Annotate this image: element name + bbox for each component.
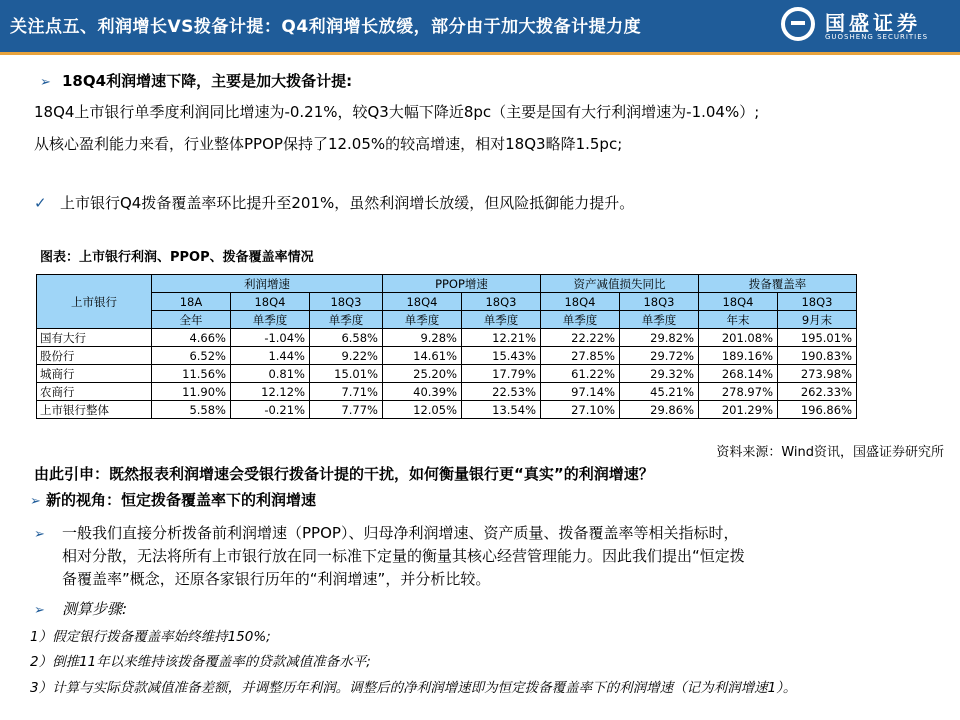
period-header: 9月末 bbox=[778, 311, 857, 329]
group-header: 拨备覆盖率 bbox=[699, 275, 857, 293]
table-cell: 201.08% bbox=[699, 329, 778, 347]
group-header: 利润增速 bbox=[152, 275, 383, 293]
column-header: 18Q3 bbox=[462, 293, 541, 311]
period-header: 单季度 bbox=[383, 311, 462, 329]
table-cell: 0.81% bbox=[231, 365, 310, 383]
table-cell: 6.52% bbox=[152, 347, 231, 365]
table-cell: 262.33% bbox=[778, 383, 857, 401]
table-cell: 13.54% bbox=[462, 401, 541, 419]
new-view-text: 新的视角：恒定拨备覆盖率下的利润增速 bbox=[46, 491, 317, 509]
step-3: 3）计算与实际贷款减值准备差额，并调整历年利润。调整后的净利润增速即为恒定拨备覆盖率下的利润增速（记为利润增速1）。 bbox=[30, 680, 797, 696]
row-label: 股份行 bbox=[37, 347, 152, 365]
table-cell: 15.43% bbox=[462, 347, 541, 365]
table-row bbox=[37, 347, 857, 365]
table-cell: 45.21% bbox=[620, 383, 699, 401]
column-header: 18Q4 bbox=[541, 293, 620, 311]
table-cell: 22.53% bbox=[462, 383, 541, 401]
row-label: 国有大行 bbox=[37, 329, 152, 347]
table-cell: 5.58% bbox=[152, 401, 231, 419]
table-cell: 1.44% bbox=[231, 347, 310, 365]
table-period-row bbox=[37, 311, 857, 329]
bullet-title: 18Q4利润增速下降，主要是加大拨备计提: bbox=[62, 72, 353, 90]
period-header: 单季度 bbox=[231, 311, 310, 329]
page-title: 关注点五、利润增长VS拨备计提：Q4利润增长放缓，部分由于加大拨备计提力度 bbox=[10, 17, 642, 37]
table-cell: 268.14% bbox=[699, 365, 778, 383]
table-row bbox=[37, 383, 857, 401]
period-header: 单季度 bbox=[462, 311, 541, 329]
table-cell: 14.61% bbox=[383, 347, 462, 365]
logo-icon bbox=[781, 7, 815, 41]
lead-question: 由此引申：既然报表利润增速会受银行拨备计提的干扰，如何衡量银行更“真实”的利润增速？ bbox=[34, 465, 654, 483]
steps-heading bbox=[34, 599, 127, 621]
table-row bbox=[37, 401, 857, 419]
table-cell: 29.86% bbox=[620, 401, 699, 419]
new-view-heading bbox=[30, 490, 316, 512]
table-cell: 29.72% bbox=[620, 347, 699, 365]
table-cell: 9.22% bbox=[310, 347, 383, 365]
table-cell: 22.22% bbox=[541, 329, 620, 347]
table-cell: 273.98% bbox=[778, 365, 857, 383]
bullet-item-profit-growth bbox=[40, 71, 352, 93]
step-2: 2）倒推11年以来维持该拨备覆盖率的贷款减值准备水平; bbox=[30, 654, 371, 670]
table-caption: 图表：上市银行利润、PPOP、拨备覆盖率情况 bbox=[40, 250, 314, 265]
table-cell: -0.21% bbox=[231, 401, 310, 419]
table-cell: 278.97% bbox=[699, 383, 778, 401]
table-cell: 196.86% bbox=[778, 401, 857, 419]
period-header: 年末 bbox=[699, 311, 778, 329]
ppop-detail: 从核心盈利能力来看，行业整体PPOP保持了12.05%的较高增速，相对18Q3略降1.5pc; bbox=[34, 135, 623, 153]
table-cell: 195.01% bbox=[778, 329, 857, 347]
column-header: 18Q4 bbox=[383, 293, 462, 311]
period-header: 单季度 bbox=[310, 311, 383, 329]
column-header: 18Q3 bbox=[620, 293, 699, 311]
check-item-text: 上市银行Q4拨备覆盖率环比提升至201%，虽然利润增长放缓，但风险抵御能力提升。 bbox=[60, 194, 635, 212]
row-label: 上市银行整体 bbox=[37, 401, 152, 419]
table-cell: 61.22% bbox=[541, 365, 620, 383]
group-header: PPOP增速 bbox=[383, 275, 541, 293]
method-para-line-2: 相对分散，无法将所有上市银行放在同一标准下定量的衡量其核心经营管理能力。因此我们提出“恒定拨 bbox=[62, 547, 745, 565]
table-cell: 11.56% bbox=[152, 365, 231, 383]
table-cell: 15.01% bbox=[310, 365, 383, 383]
column-header: 18Q4 bbox=[699, 293, 778, 311]
table-cell: 189.16% bbox=[699, 347, 778, 365]
table-cell: 25.20% bbox=[383, 365, 462, 383]
table-cell: 4.66% bbox=[152, 329, 231, 347]
table-cell: 190.83% bbox=[778, 347, 857, 365]
title-bar bbox=[0, 0, 960, 52]
table-row bbox=[37, 365, 857, 383]
step-1: 1）假定银行拨备覆盖率始终维持150%; bbox=[30, 629, 271, 645]
arrow-bullet-icon: ➢ bbox=[34, 527, 45, 542]
arrow-bullet-icon: ➢ bbox=[30, 494, 41, 509]
method-para-line-1 bbox=[34, 523, 738, 545]
para-text: 一般我们直接分析拨备前利润增速（PPOP）、归母净利润增速、资产质量、拨备覆盖率等相关指标时， bbox=[62, 524, 739, 542]
column-header: 18A bbox=[152, 293, 231, 311]
table-header-row bbox=[37, 275, 857, 293]
company-logo bbox=[775, 3, 950, 47]
table-cell: 12.05% bbox=[383, 401, 462, 419]
period-header: 单季度 bbox=[541, 311, 620, 329]
table-subheader-row bbox=[37, 293, 857, 311]
arrow-bullet-icon: ➢ bbox=[40, 75, 51, 90]
group-header: 资产减值损失同比 bbox=[541, 275, 699, 293]
corner-header: 上市银行 bbox=[37, 275, 152, 329]
profit-growth-detail: 18Q4上市银行单季度利润同比增速为-0.21%，较Q3大幅下降近8pc（主要是国有大行利润增速为-1.04%）; bbox=[34, 103, 760, 121]
data-source-note: 资料来源：Wind资讯，国盛证券研究所 bbox=[716, 445, 944, 460]
table-cell: 97.14% bbox=[541, 383, 620, 401]
arrow-bullet-icon: ➢ bbox=[34, 603, 45, 618]
table-cell: 7.77% bbox=[310, 401, 383, 419]
table-cell: 27.85% bbox=[541, 347, 620, 365]
table-cell: 12.21% bbox=[462, 329, 541, 347]
header-divider bbox=[0, 52, 960, 55]
table-cell: 40.39% bbox=[383, 383, 462, 401]
bank-metrics-table bbox=[36, 274, 857, 419]
table-cell: 17.79% bbox=[462, 365, 541, 383]
table-cell: 9.28% bbox=[383, 329, 462, 347]
table-cell: 12.12% bbox=[231, 383, 310, 401]
method-para-line-3: 备覆盖率”概念，还原各家银行历年的“利润增速”，并分析比较。 bbox=[62, 570, 491, 588]
steps-title: 测算步骤: bbox=[62, 600, 128, 618]
table-cell: 7.71% bbox=[310, 383, 383, 401]
table-cell: 29.32% bbox=[620, 365, 699, 383]
table-cell: 27.10% bbox=[541, 401, 620, 419]
column-header: 18Q3 bbox=[778, 293, 857, 311]
logo-english-name: GUOSHENG SECURITIES bbox=[825, 33, 929, 41]
check-item-coverage bbox=[34, 193, 634, 213]
table-cell: 6.58% bbox=[310, 329, 383, 347]
table-cell: 29.82% bbox=[620, 329, 699, 347]
period-header: 单季度 bbox=[620, 311, 699, 329]
table-cell: 201.29% bbox=[699, 401, 778, 419]
row-label: 农商行 bbox=[37, 383, 152, 401]
table-cell: 11.90% bbox=[152, 383, 231, 401]
checkmark-icon: ✓ bbox=[34, 194, 47, 212]
row-label: 城商行 bbox=[37, 365, 152, 383]
period-header: 全年 bbox=[152, 311, 231, 329]
table-cell: -1.04% bbox=[231, 329, 310, 347]
table-row bbox=[37, 329, 857, 347]
logo-name: 国盛证券 bbox=[825, 11, 921, 35]
column-header: 18Q4 bbox=[231, 293, 310, 311]
column-header: 18Q3 bbox=[310, 293, 383, 311]
